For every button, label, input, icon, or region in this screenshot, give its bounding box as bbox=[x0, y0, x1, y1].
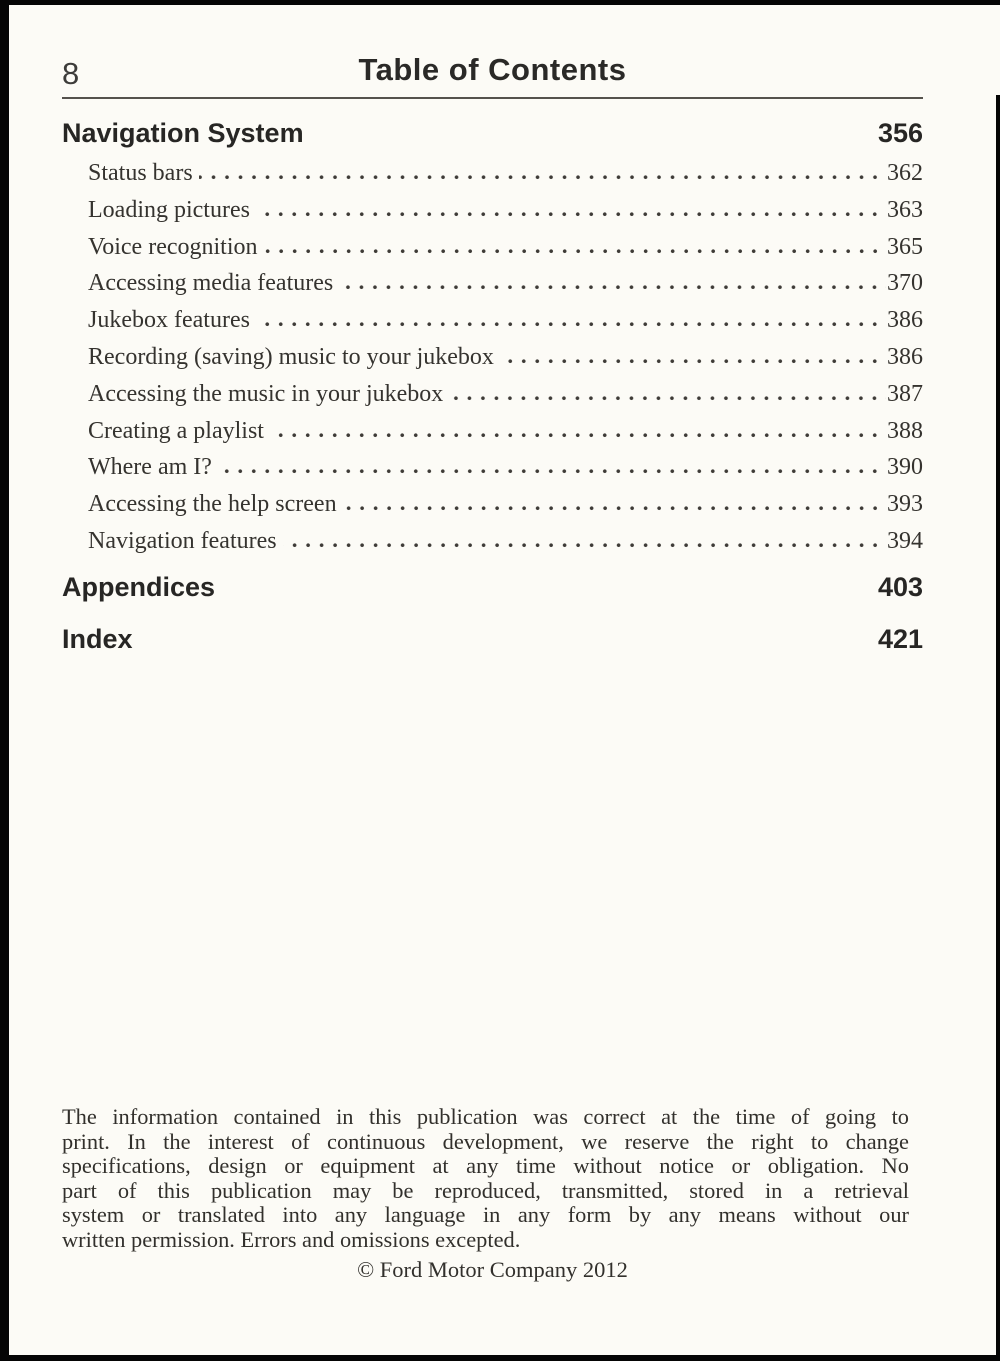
dot-leader bbox=[339, 285, 886, 290]
toc-section-index bbox=[62, 616, 923, 664]
toc-entry bbox=[62, 302, 923, 339]
entry-page: 394 bbox=[887, 527, 923, 554]
legal-notice-line: written permission. Errors and omissions excepted. bbox=[62, 1226, 521, 1252]
entry-page: 362 bbox=[887, 160, 923, 186]
page-header bbox=[62, 52, 923, 96]
dot-leader bbox=[264, 249, 886, 254]
section-page: 403 bbox=[877, 572, 923, 603]
toc-entry bbox=[62, 155, 923, 192]
dot-leader bbox=[449, 396, 886, 401]
legal-notice-line: specifications, design or equipment at any time without notice or obligation. No bbox=[62, 1153, 909, 1179]
dot-leader bbox=[199, 175, 886, 180]
entry-page: 386 bbox=[887, 343, 923, 370]
entry-label: Jukebox features bbox=[88, 307, 250, 334]
entry-page: 370 bbox=[887, 270, 923, 297]
page-number: 8 bbox=[62, 56, 80, 91]
entry-label: Navigation features bbox=[88, 527, 277, 554]
legal-notice-line: system or translated into any language in any form by any means without our bbox=[62, 1202, 909, 1228]
table-of-contents bbox=[62, 111, 923, 664]
entry-label: Creating a playlist bbox=[88, 417, 264, 444]
dot-leader bbox=[256, 322, 886, 327]
entry-label: Accessing the help screen bbox=[88, 491, 337, 518]
section-title: Navigation System bbox=[62, 117, 304, 148]
entry-page: 390 bbox=[887, 454, 923, 481]
section-page: 421 bbox=[877, 624, 923, 655]
legal-notice-line: part of this publication may be reproduced, transmitted, stored in a retrieval bbox=[62, 1177, 909, 1203]
section-title: Appendices bbox=[62, 572, 216, 603]
toc-entry bbox=[62, 523, 923, 560]
toc-section-appendices bbox=[62, 564, 923, 612]
entry-page: 387 bbox=[887, 380, 923, 407]
toc-entry bbox=[62, 339, 923, 376]
toc-entry bbox=[62, 229, 923, 266]
entry-page: 386 bbox=[887, 307, 923, 334]
entry-page: 363 bbox=[887, 196, 923, 223]
header-rule bbox=[62, 97, 923, 99]
toc-section-navigation-system bbox=[62, 111, 923, 155]
entry-label: Voice recognition bbox=[88, 233, 258, 260]
toc-entry bbox=[62, 192, 923, 229]
entry-page: 365 bbox=[887, 233, 923, 260]
entry-label: Recording (saving) music to your jukebox bbox=[88, 343, 494, 370]
scan-edge-right bbox=[996, 95, 1000, 1361]
dot-leader bbox=[343, 506, 886, 511]
section-page: 356 bbox=[877, 117, 923, 148]
page-title: Table of Contents bbox=[358, 52, 627, 87]
toc-entry bbox=[62, 449, 923, 486]
dot-leader bbox=[218, 469, 886, 474]
scan-edge-bottom bbox=[0, 1355, 1000, 1361]
entry-label: Accessing media features bbox=[88, 270, 334, 297]
scan-edge-left bbox=[0, 0, 9, 1361]
scan-edge-top bbox=[0, 0, 1000, 5]
entry-label: Loading pictures bbox=[88, 196, 250, 223]
dot-leader bbox=[270, 433, 886, 438]
dot-leader bbox=[283, 543, 886, 548]
legal-notice-line: The information contained in this publication was correct at the time of going to bbox=[62, 1104, 909, 1129]
legal-notice-line: print. In the interest of continuous development, we reserve the right to change bbox=[62, 1128, 909, 1154]
legal-notice bbox=[62, 1105, 909, 1253]
dot-leader bbox=[256, 212, 886, 217]
entry-page: 393 bbox=[887, 491, 923, 518]
entry-label: Accessing the music in your jukebox bbox=[88, 380, 444, 407]
toc-entry bbox=[62, 265, 923, 302]
toc-entry bbox=[62, 413, 923, 450]
entry-label: Status bars bbox=[88, 160, 193, 186]
entry-page: 388 bbox=[887, 417, 923, 444]
entry-label: Where am I? bbox=[88, 454, 212, 481]
dot-leader bbox=[500, 359, 886, 364]
toc-entry bbox=[62, 376, 923, 413]
toc-entry bbox=[62, 486, 923, 523]
copyright-line: © Ford Motor Company 2012 bbox=[357, 1257, 628, 1282]
section-title: Index bbox=[62, 624, 133, 655]
